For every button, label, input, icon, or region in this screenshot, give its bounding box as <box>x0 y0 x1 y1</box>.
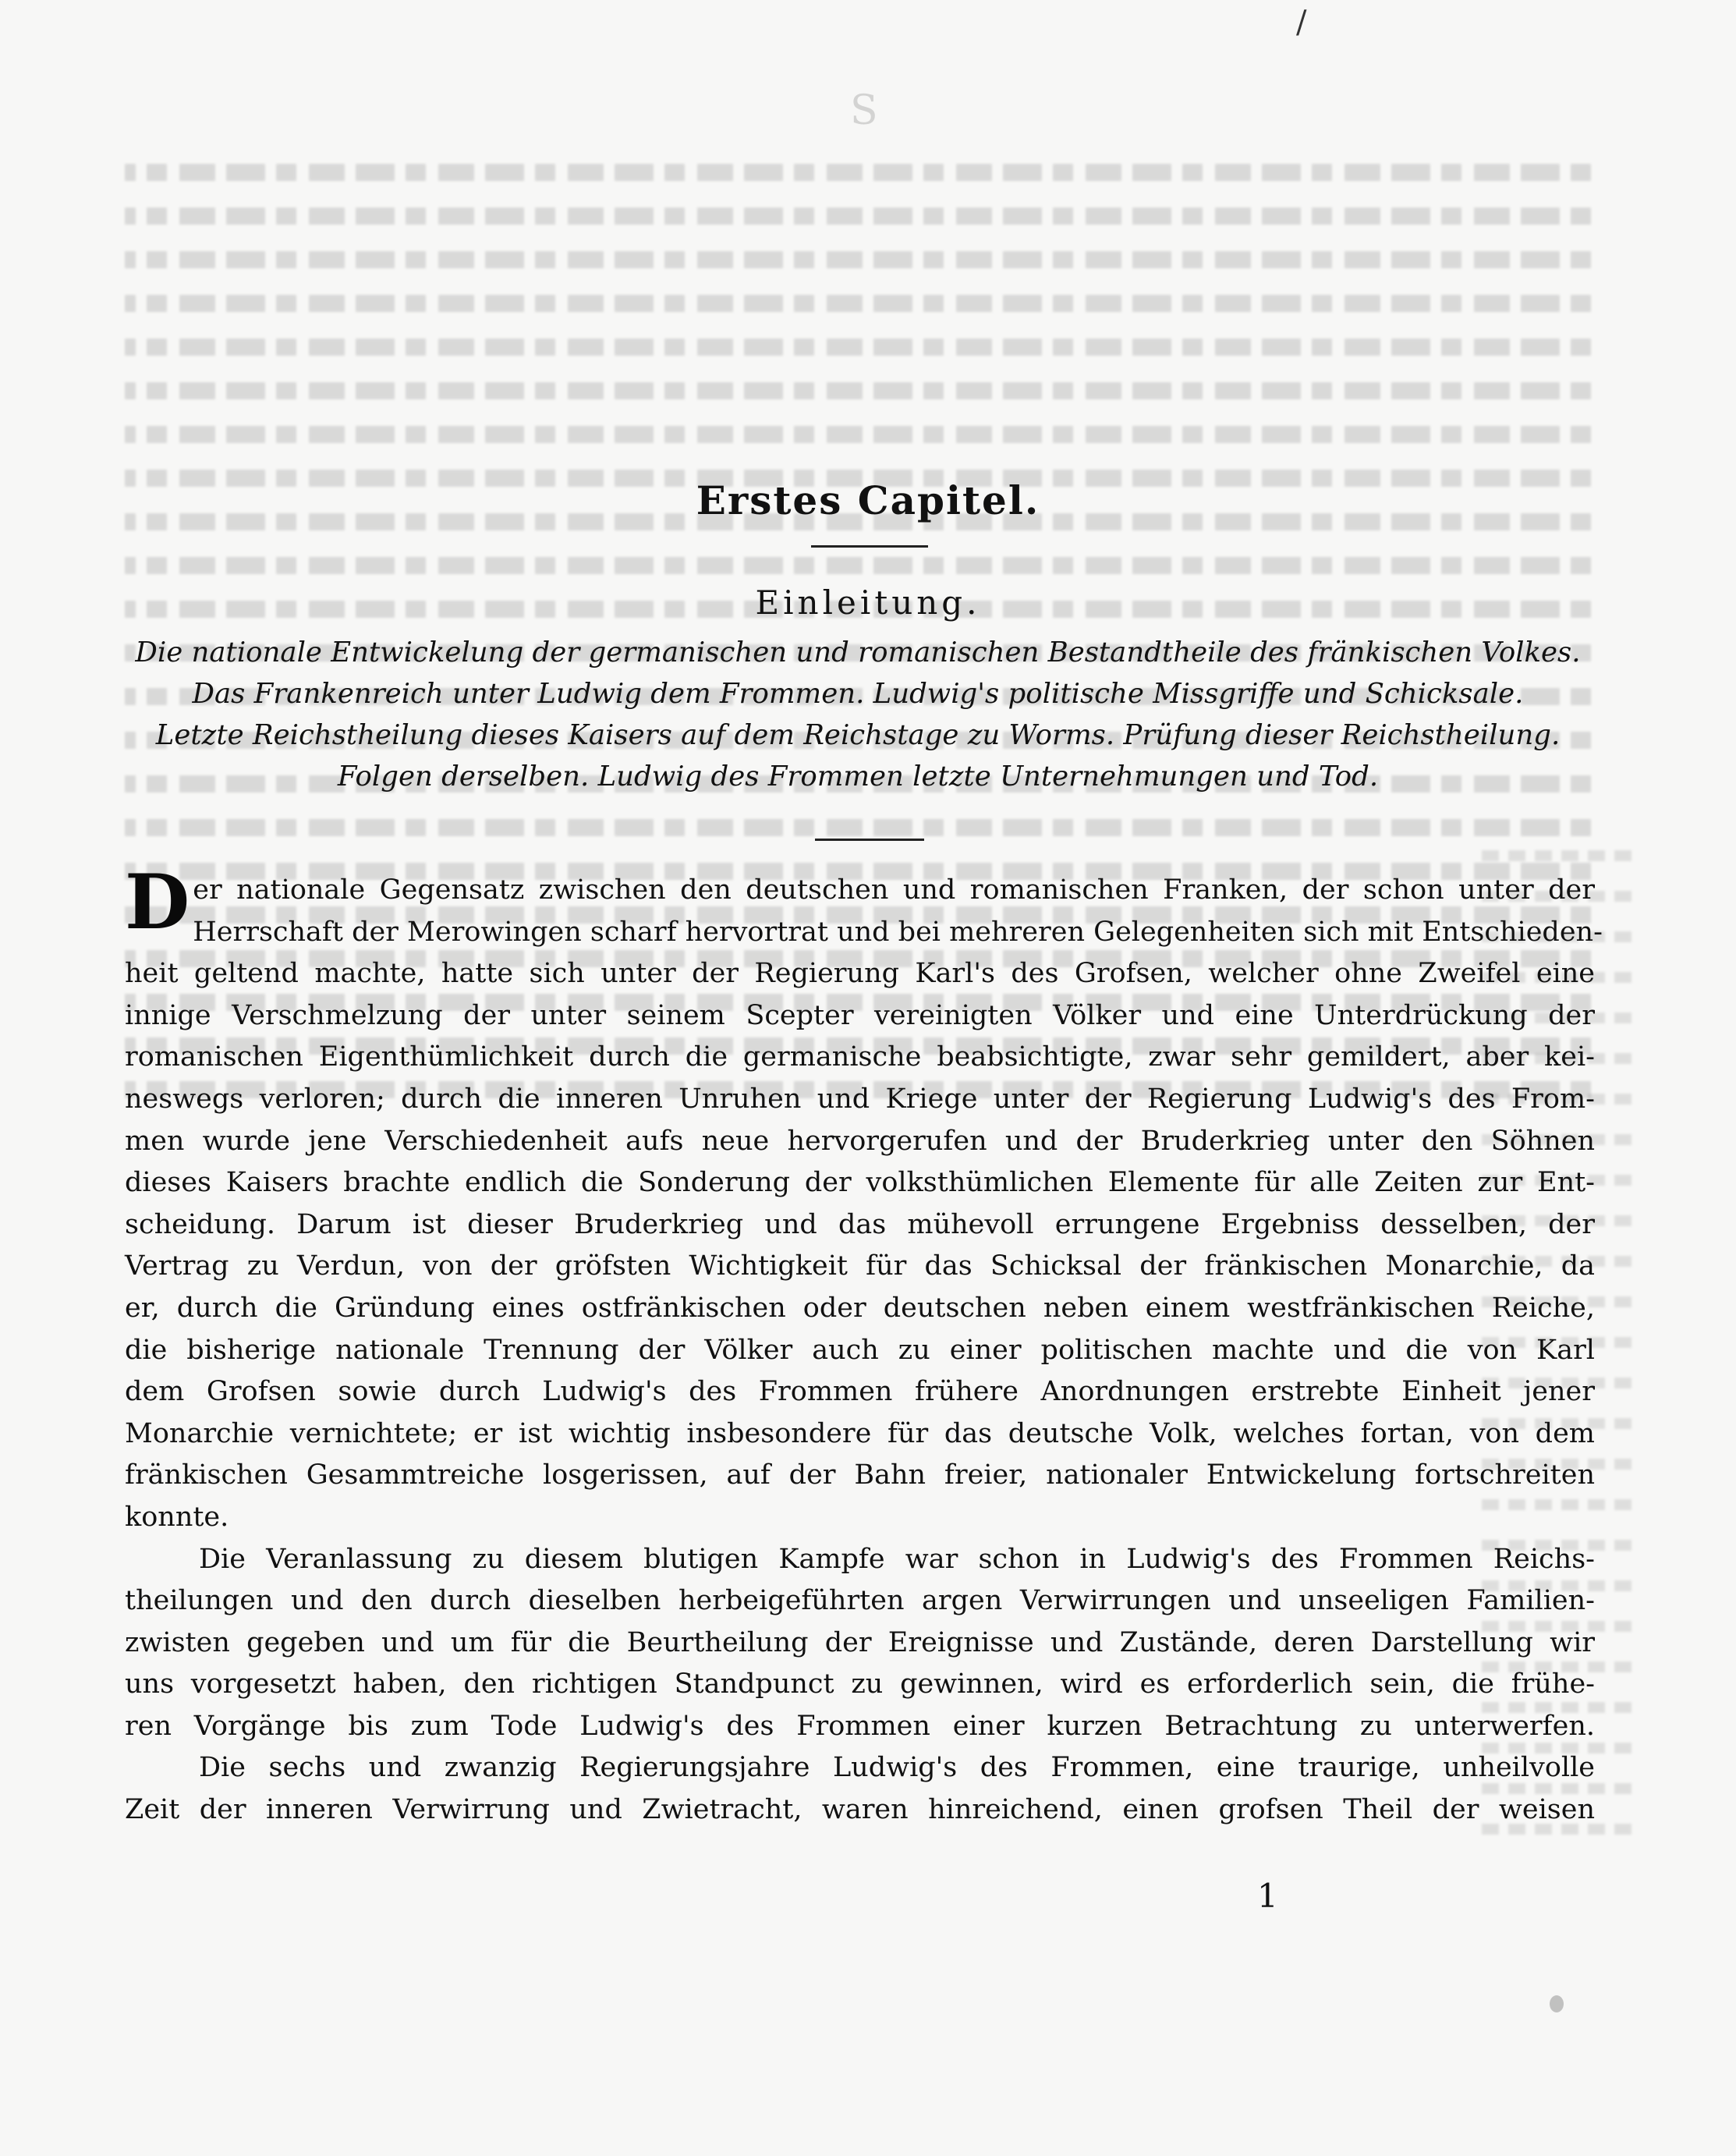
text-line: zwisten gegeben und um für die Beurtheilung der Ereignisse und Zustände, deren Darstellung wir <box>125 1626 1595 1658</box>
summary-rule <box>815 839 924 841</box>
text-line: er nationale Gegensatz zwischen den deutschen und romanischen Franken, der schon unter der <box>193 874 1595 906</box>
text-line: er, durch die Gründung eines ostfränkischen oder deutschen neben einem westfränkischen Reiche, <box>125 1292 1595 1324</box>
page-number: 1 <box>1257 1877 1278 1915</box>
title-rule <box>811 545 928 548</box>
text-line: innige Verschmelzung der unter seinem Scepter vereinigten Völker und eine Unterdrückung der <box>125 999 1595 1031</box>
text-line: fränkischen Gesammtreiche losgerissen, auf der Bahn freier, nationaler Entwickelung fortschreiten <box>125 1459 1595 1491</box>
text-line: men wurde jene Verschiedenheit aufs neue hervorgerufen und der Bruderkrieg unter den Söhnen <box>125 1125 1595 1157</box>
text-line: Vertrag zu Verdun, von der gröfsten Wichtigkeit für das Schicksal der fränkischen Monarchie, da <box>125 1250 1595 1282</box>
text-line: heit geltend machte, hatte sich unter der Regierung Karl's des Grofsen, welcher ohne Zweifel eine <box>125 958 1595 990</box>
drop-cap: D <box>125 858 190 946</box>
summary-line: Das Frankenreich unter Ludwig dem Frommen. Ludwig's politische Missgriffe und Schicksale. <box>192 678 1524 710</box>
intro-title: Einleitung. <box>755 583 981 622</box>
chapter-title: Erstes Capitel. <box>696 477 1040 523</box>
summary-line: Die nationale Entwickelung der germanischen und romanischen Bestandtheile des fränkischen Volkes. <box>135 637 1581 668</box>
text-line: Zeit der inneren Verwirrung und Zwietracht, waren hinreichend, einen grofsen Theil der weisen <box>125 1794 1595 1826</box>
text-line: Herrschaft der Merowingen scharf hervortrat und bei mehreren Gelegenheiten sich mit Entschieden- <box>193 916 1603 948</box>
top-mark: / <box>1296 5 1307 41</box>
text-line: Die sechs und zwanzig Regierungsjahre Ludwig's des Frommen, eine traurige, unheilvolle <box>199 1752 1595 1784</box>
text-line: dieses Kaisers brachte endlich die Sonderung der volksthümlichen Elemente für alle Zeiten zur Ent- <box>125 1167 1595 1199</box>
summary-line: Folgen derselben. Ludwig des Frommen letzte Unternehmungen und Tod. <box>337 761 1379 793</box>
ink-smudge <box>1550 1995 1564 2012</box>
text-line: theilungen und den durch dieselben herbeigeführten argen Verwirrungen und unseeligen Familien- <box>125 1585 1595 1617</box>
text-line: scheidung. Darum ist dieser Bruderkrieg und das mühevoll errungene Ergebniss desselben, der <box>125 1208 1595 1240</box>
text-line: Monarchie vernichtete; er ist wichtig insbesondere für das deutsche Volk, welches fortan, von dem <box>125 1417 1595 1449</box>
text-line: ren Vorgänge bis zum Tode Ludwig's des Frommen einer kurzen Betrachtung zu unterwerfen. <box>125 1710 1595 1742</box>
text-line: die bisherige nationale Trennung der Völker auch zu einer politischen machte und die von Karl <box>125 1334 1595 1366</box>
chapter-summary <box>117 632 1599 797</box>
text-line: konnte. <box>125 1501 229 1533</box>
text-line: uns vorgesetzt haben, den richtigen Standpunct zu gewinnen, wird es erforderlich sein, die frühe- <box>125 1668 1595 1700</box>
text-line: romanischen Eigenthümlichkeit durch die germanische beabsichtigte, zwar sehr gemildert, aber kei- <box>125 1041 1595 1073</box>
summary-line: Letzte Reichstheilung dieses Kaisers auf dem Reichstage zu Worms. Prüfung dieser Reichstheilung. <box>155 719 1561 751</box>
body-text <box>125 858 1603 1832</box>
text-line: Die Veranlassung zu diesem blutigen Kampfe war schon in Ludwig's des Frommen Reichs- <box>199 1543 1595 1575</box>
faint-bleed-mark: S <box>850 87 878 134</box>
text-line: neswegs verloren; durch die inneren Unruhen und Kriege unter der Regierung Ludwig's des From- <box>125 1083 1595 1115</box>
text-line: dem Grofsen sowie durch Ludwig's des Frommen frühere Anordnungen erstrebte Einheit jener <box>125 1376 1595 1408</box>
